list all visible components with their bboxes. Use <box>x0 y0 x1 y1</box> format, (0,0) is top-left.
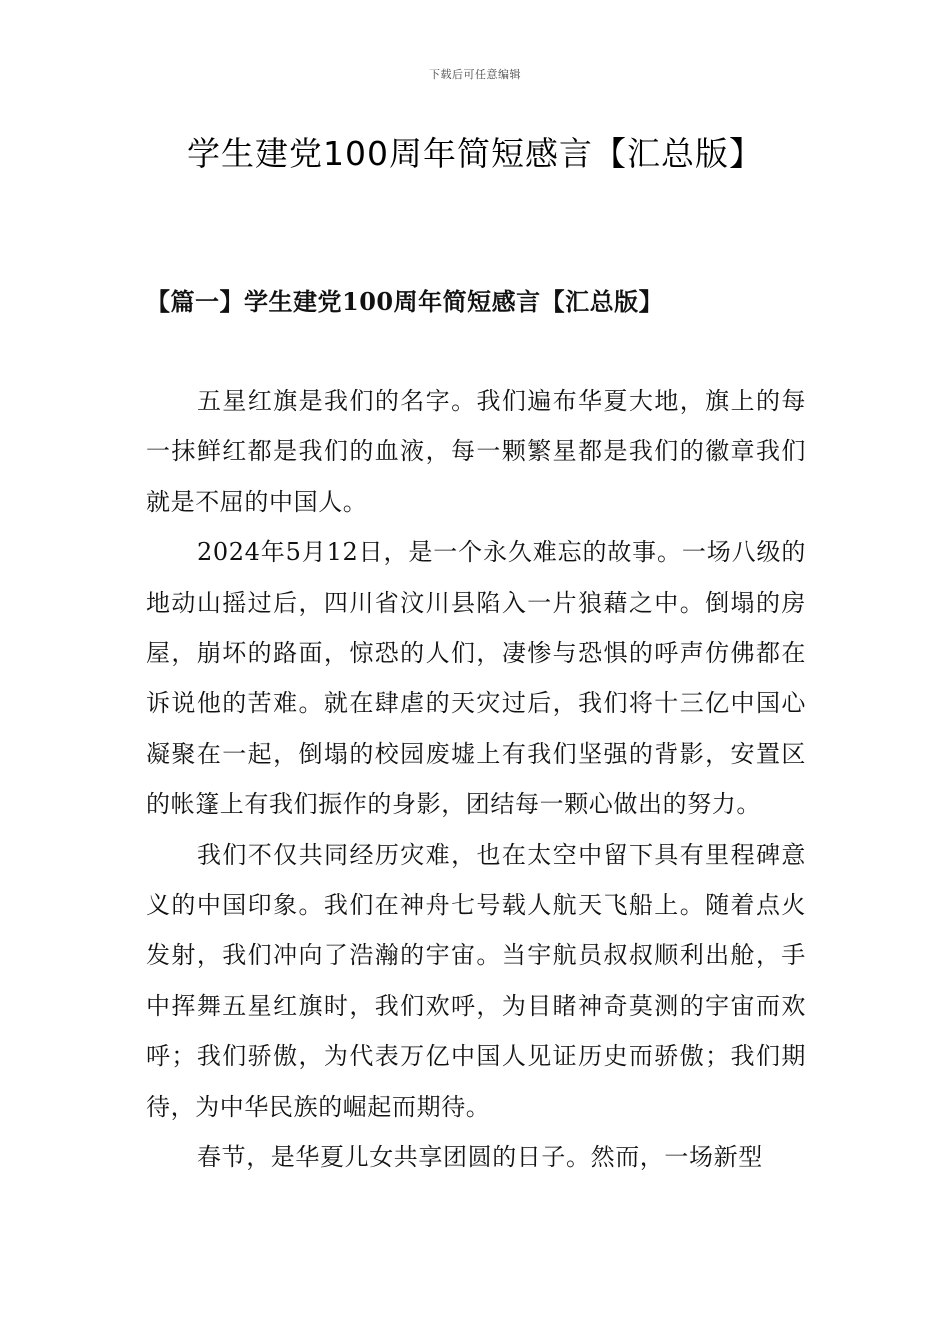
paragraph: 2024年5月12日，是一个永久难忘的故事。一场八级的地动山摇过后，四川省汶川县陷入一片狼藉之中。倒塌的房屋，崩坏的路面，惊恐的人们，凄惨与恐惧的呼声仿佛都在诉说他的苦难。就在肆虐的天灾过后，我们将十三亿中国心凝聚在一起，倒塌的校园废墟上有我们坚强的背影，安置区的帐篷上有我们振作的身影，团结每一颗心做出的努力。 <box>146 538 806 819</box>
section-heading: 【篇一】学生建党100周年简短感言【汇总版】 <box>146 287 664 316</box>
document-body <box>146 376 806 1183</box>
document-title: 学生建党100周年简短感言【汇总版】 <box>187 134 763 173</box>
paragraph: 五星红旗是我们的名字。我们遍布华夏大地，旗上的每一抹鲜红都是我们的血液，每一颗繁星都是我们的徽章我们就是不屈的中国人。 <box>146 387 806 516</box>
header-note: 下载后可任意编辑 <box>429 68 521 81</box>
paragraph: 春节，是华夏儿女共享团圆的日子。然而，一场新型 <box>197 1143 763 1172</box>
paragraph: 我们不仅共同经历灾难，也在太空中留下具有里程碑意义的中国印象。我们在神舟七号载人航天飞船上。随着点火发射，我们冲向了浩瀚的宇宙。当宇航员叔叔顺利出舱，手中挥舞五星红旗时，我们欢呼，为目睹神奇莫测的宇宙而欢呼；我们骄傲，为代表万亿中国人见证历史而骄傲；我们期待，为中华民族的崛起而期待。 <box>146 840 806 1121</box>
